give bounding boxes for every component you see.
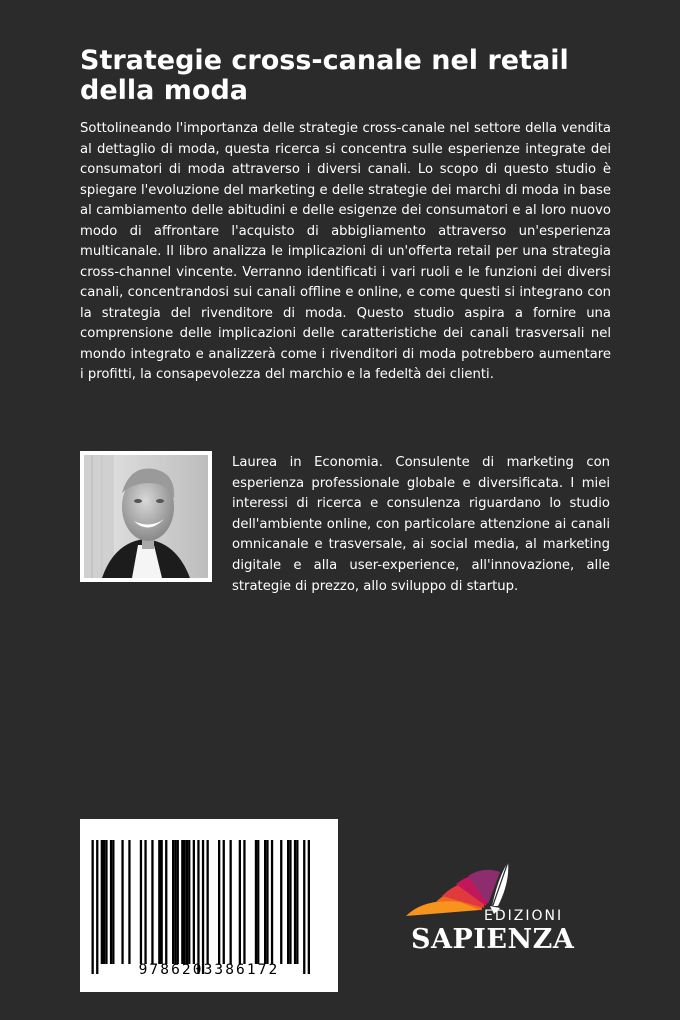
barcode-bar [165,840,167,964]
barcode-bar [266,840,268,964]
barcode-bar [121,840,123,964]
barcode-bar [230,840,232,964]
barcode-bar [184,840,186,964]
barcode-bar [289,840,291,964]
barcode-bar [101,840,103,964]
barcode-bar [96,840,98,974]
barcode-bar [186,840,188,964]
barcode-bar [303,840,305,974]
barcode-bar [140,840,142,964]
author-photo [80,451,212,582]
barcode-bar [174,840,176,964]
barcode-bar [239,840,241,964]
barcode-bar [308,840,310,974]
barcode-bar [197,840,199,974]
barcode-bar [105,840,107,964]
barcode-bar [103,840,105,964]
barcode-bar [243,840,245,964]
author-portrait-image [84,455,208,578]
barcode-bar [128,840,130,964]
barcode-bar [255,840,257,964]
barcode-bar [207,840,209,964]
barcode-bar [193,840,195,964]
barcode-bar [264,840,266,964]
barcode-bar [158,840,160,964]
author-bio: Laurea in Economia. Consulente di marketing con esperienza professionale globale e diversificata. I miei interessi di ricerca e consulenza riguardano lo studio dell'ambiente online, con particolare attenzione ai canali omnicanale e trasversale, ai social media, al marketing digitale e alla user-experience, all'innovazione, alle strategie di prezzo, allo sviluppo di startup. [232,455,610,594]
barcode-bar [287,840,289,964]
barcode-bar [92,840,94,974]
barcode-bar [223,840,225,964]
isbn-barcode [80,819,338,992]
isbn-number: 9786203386172 [138,962,280,978]
barcode-bar [151,840,153,964]
barcode-bar [110,840,112,964]
book-title: Strategie cross-canale nel retail della moda [80,45,569,106]
barcode-bar [144,840,146,964]
barcode-bar [296,840,298,964]
barcode-bar [280,840,282,964]
publisher-name: SAPIENZA [411,924,575,955]
barcode-bar [161,840,163,964]
barcode-bar [202,840,204,974]
barcode-bar [271,840,273,964]
barcode-bar [177,840,179,964]
barcode-bar [294,840,296,964]
barcode-bar [257,840,259,964]
barcode-bar [181,840,183,964]
publisher-imprint: EDIZIONI [484,908,564,924]
barcode-bar [112,840,114,964]
barcode-bar [188,840,190,964]
barcode-bar [172,840,174,964]
barcode-bar [218,840,220,964]
book-description: Sottolineando l'importanza delle strategie cross-canale nel settore della vendita al dettaglio di moda, questa ricerca si concentra sulle esperienze integrate dei consumatori di moda attraverso i diversi canali. Lo scopo di questo studio è spiegare l'evoluzione del marketing e delle strategie dei marchi di moda in base al cambiamento delle abitudini e delle esigenze dei consumatori e al loro nuovo modo di affrontare l'acquisto di abbigliamento attraverso un'esperienza multicanale. Il libro analizza le implicazioni di un'offerta retail per una strategia cross-channel vincente. Verranno identificati i vari ruoli e le funzioni dei diversi canali, concentrandosi sui canali offline e online, e come questi si integrano con la strategia del rivenditore di moda. Questo studio aspira a fornire una comprensione delle implicazioni delle caratteristiche dei canali trasversali nel mondo integrato e analizzerà come i rivenditori di moda potrebbero aumentare i profitti, la consapevolezza del marchio e la fedeltà dei clienti. [80,121,611,382]
